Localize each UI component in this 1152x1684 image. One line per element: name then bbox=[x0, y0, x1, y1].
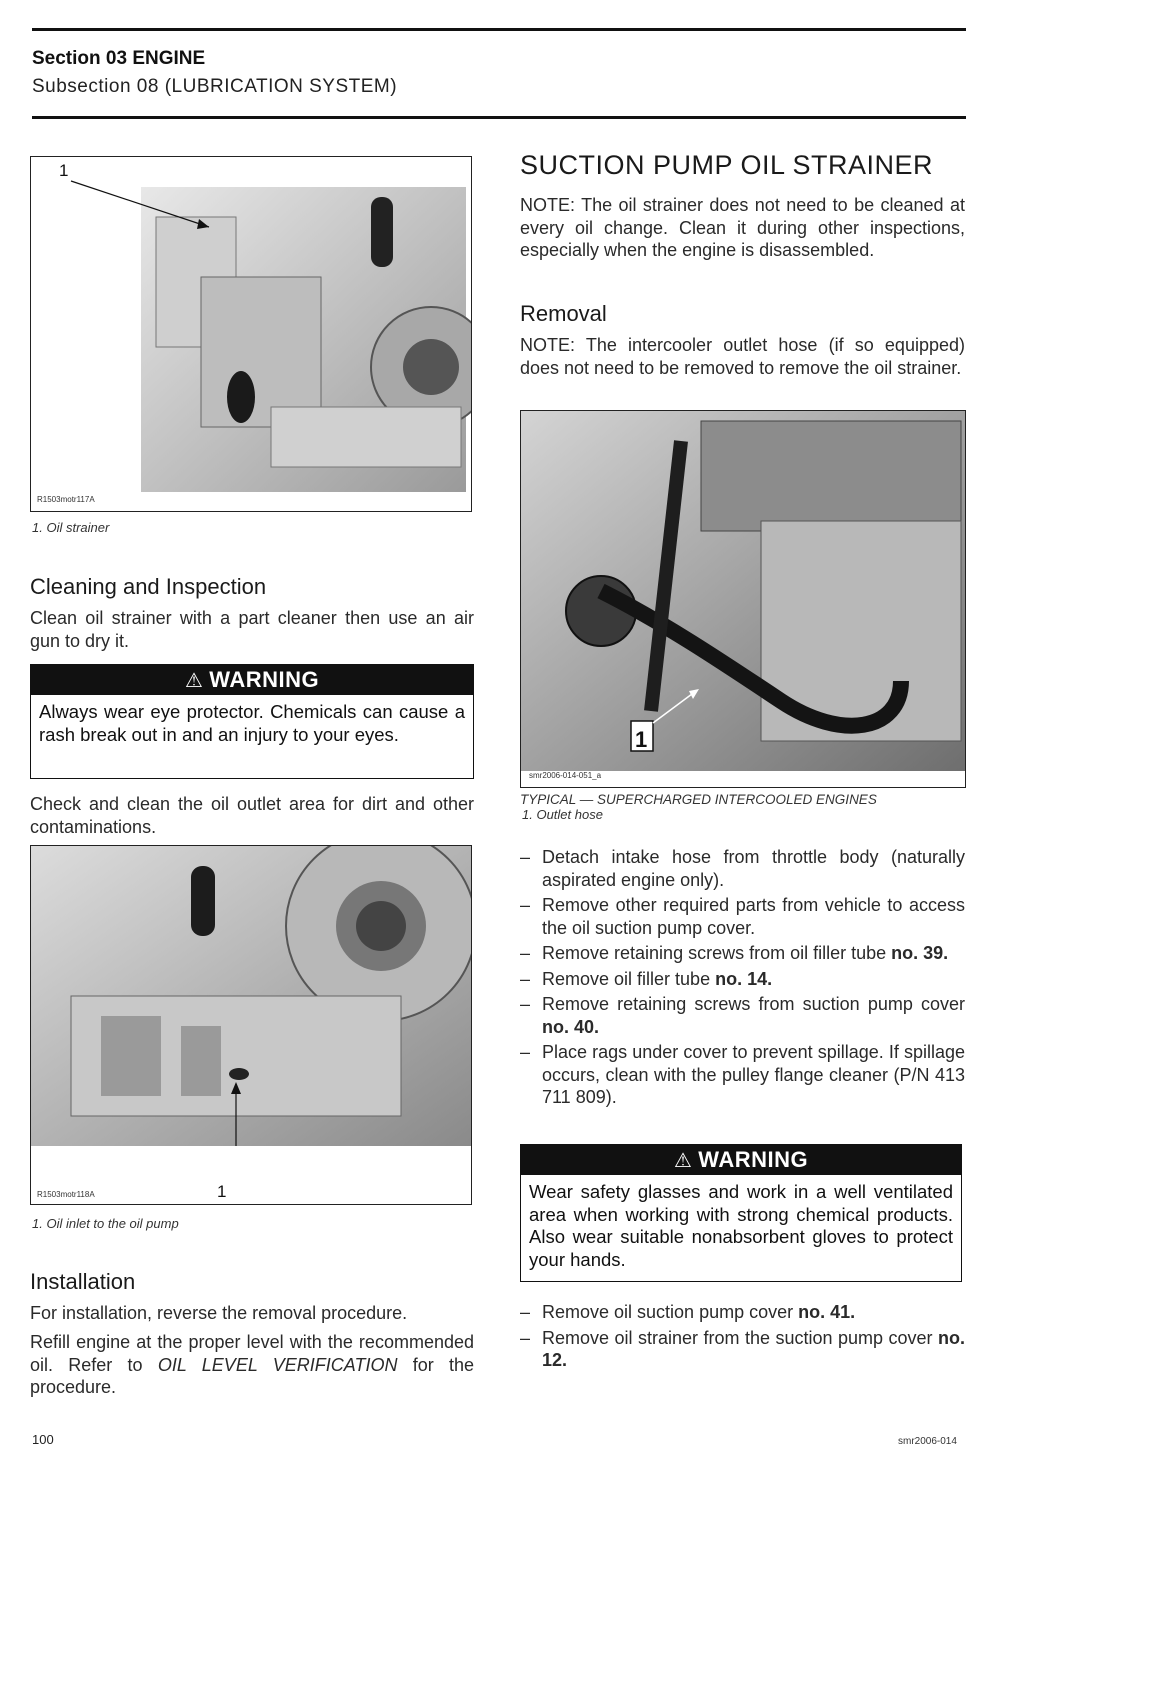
part-reference: no. 12. bbox=[542, 1327, 965, 1370]
installation-text: For installation, reverse the removal procedure. bbox=[30, 1303, 408, 1323]
warning-header bbox=[521, 1145, 961, 1175]
part-reference: no. 41. bbox=[798, 1302, 856, 1322]
header-top-rule bbox=[32, 28, 966, 31]
removal-step: – Detach intake hose from throttle body (naturally aspirated engine only). bbox=[520, 847, 965, 890]
figure2-code: R1503motr118A bbox=[37, 1190, 95, 1199]
cleaning-text: Clean oil strainer with a part cleaner then use an air gun to dry it. bbox=[30, 608, 474, 651]
removal-note-text: The intercooler outlet hose (if so equipped) does not need to be removed to remove the oil strainer. bbox=[520, 335, 965, 378]
warning-triangle-icon: ⚠ bbox=[673, 1150, 693, 1172]
oil-level-reference: OIL LEVEL VERIFICATION bbox=[157, 1354, 398, 1375]
part-reference: no. 39. bbox=[891, 943, 949, 963]
removal-step: – Remove retaining screws from oil filler tube no. 39. bbox=[520, 943, 949, 963]
warning-text: Wear safety glasses and work in a well ventilated area when working with strong chemical products. Also wear suitable nonabsorbent gloves to protect your hands. bbox=[529, 1181, 953, 1270]
page-number: 100 bbox=[32, 1432, 54, 1447]
warning-header bbox=[31, 665, 473, 695]
removal-step: – Remove other required parts from vehicle to access the oil suction pump cover. bbox=[520, 895, 965, 938]
refill-text-main: Refill engine at the proper level with the recommended oil. Refer to bbox=[30, 1332, 474, 1375]
figure3-caption-item: 1. Outlet hose bbox=[522, 807, 603, 822]
warning-box-safety-glasses bbox=[520, 1144, 962, 1282]
refill-text bbox=[30, 1331, 474, 1399]
part-reference: no. 40. bbox=[542, 1016, 600, 1037]
warning-title: WARNING bbox=[698, 1147, 809, 1172]
main-note bbox=[520, 194, 965, 262]
figure1-code: R1503motr117A bbox=[37, 495, 95, 504]
figure3-callout: 1 bbox=[635, 727, 648, 752]
header-bottom-rule bbox=[32, 116, 966, 119]
installation-heading: Installation bbox=[30, 1269, 136, 1294]
oil-inlet-figure bbox=[30, 845, 472, 1205]
warning-triangle-icon: ⚠ bbox=[184, 670, 204, 692]
note-text: The oil strainer does not need to be cleaned at every oil change. Clean it during other inspections, especially when the engine is disassembled. bbox=[520, 195, 965, 260]
removal-note-label: NOTE: bbox=[520, 335, 576, 355]
warning-title: WARNING bbox=[209, 667, 320, 692]
document-code: smr2006-014 bbox=[898, 1436, 957, 1447]
refill-text-end: for the procedure. bbox=[30, 1354, 475, 1397]
warning-text: Always wear eye protector. Chemicals can cause a rash break out in and an injury to your eyes. bbox=[39, 701, 465, 745]
removal-step: – Remove oil strainer from the suction pump cover no. 12. bbox=[520, 1327, 965, 1370]
oil-strainer-figure bbox=[30, 156, 472, 512]
removal-step: – Remove oil filler tube no. 14. bbox=[520, 968, 773, 989]
removal-step: – Remove retaining screws from suction pump cover no. 40. bbox=[520, 994, 965, 1037]
removal-steps-list-2 bbox=[520, 1301, 965, 1375]
removal-note bbox=[520, 334, 965, 379]
figure2-callout: 1 bbox=[217, 1182, 227, 1201]
note-label: NOTE: bbox=[520, 195, 576, 215]
figure1-caption: 1. Oil strainer bbox=[32, 520, 110, 535]
outlet-hose-figure bbox=[520, 410, 966, 788]
part-reference: no. 14. bbox=[715, 968, 773, 989]
pump-housing-illustration bbox=[31, 846, 472, 1205]
removal-steps-list bbox=[520, 846, 965, 1112]
supercharged-engine-illustration bbox=[521, 411, 966, 788]
figure3-caption-title: TYPICAL — SUPERCHARGED INTERCOOLED ENGINES bbox=[520, 792, 877, 807]
section-title: Section 03 ENGINE bbox=[32, 48, 206, 69]
page-title: SUCTION PUMP OIL STRAINER bbox=[520, 150, 934, 180]
engine-photo-illustration bbox=[31, 157, 472, 512]
check-text: Check and clean the oil outlet area for dirt and other contaminations. bbox=[30, 794, 474, 837]
cleaning-heading: Cleaning and Inspection bbox=[30, 574, 267, 599]
removal-step: – Place rags under cover to prevent spillage. If spillage occurs, clean with the pulley flange cleaner (P/N 413 711 809). bbox=[520, 1042, 965, 1107]
removal-heading: Removal bbox=[520, 301, 607, 326]
figure2-caption: 1. Oil inlet to the oil pump bbox=[32, 1216, 179, 1231]
warning-box-eye-protection bbox=[30, 664, 474, 779]
figure3-code: smr2006-014-051_a bbox=[529, 771, 602, 780]
figure1-callout: 1 bbox=[59, 161, 69, 180]
subsection-title: Subsection 08 (LUBRICATION SYSTEM) bbox=[32, 76, 398, 97]
removal-step: – Remove oil suction pump cover no. 41. bbox=[520, 1302, 856, 1322]
